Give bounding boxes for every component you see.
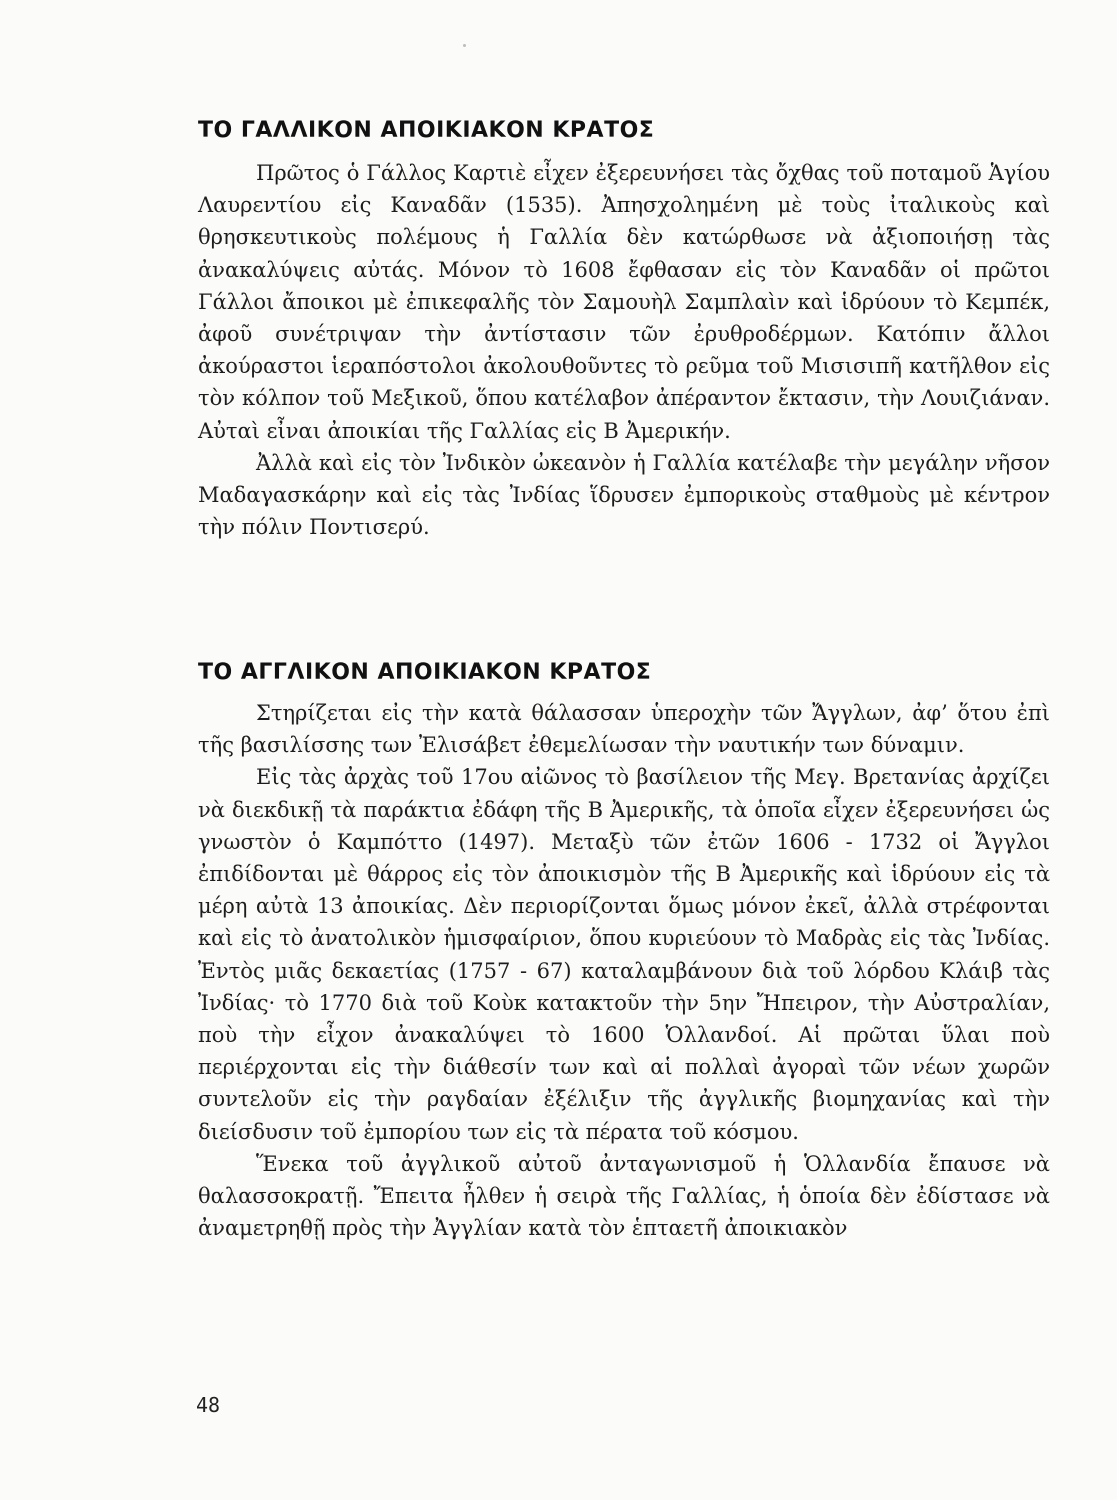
section-heading: ΤΟ ΑΓΓΛΙΚΟΝ ΑΠΟΙΚΙΑΚΟΝ ΚΡΑΤΟΣ: [198, 660, 652, 685]
paragraph: Πρῶτος ὁ Γάλλος Καρτιὲ εἶχεν ἐξερευνήσει τὰς ὄχθας τοῦ ποταμοῦ Ἁγίου Λαυρεντίου εἰς Καναδᾶν (1535). Ἀπησχολημένη μὲ τοὺς ἰταλικοὺς καὶ θρησκευτικοὺς πολέμους ἡ Γαλλία δὲν κατώρθωσε νὰ ἀξιοποιήσῃ τὰς ἀνακαλύψεις αὐτάς. Μόνον τὸ 1608 ἔφθασαν εἰς τὸν Καναδᾶν οἱ πρῶτοι Γάλλοι ἄποικοι μὲ ἐπικεφαλῆς τὸν Σαμουὴλ Σαμπλαὶν καὶ ἱδρύουν τὸ Κεμπέκ, ἀφοῦ συνέτριψαν τὴν ἀντίστασιν τῶν ἐρυθροδέρμων. Κατόπιν ἄλλοι ἀκούραστοι ἱεραπόστολοι ἀκολουθοῦντες τὸ ρεῦμα τοῦ Μισισιπῆ κατῆλθον εἰς τὸν κόλπον τοῦ Μεξικοῦ, ὅπου κατέλαβον ἀπέραντον ἔκτασιν, τὴν Λουιζιάναν. Αὐταὶ εἶναι ἀποικίαι τῆς Γαλλίας εἰς Β Ἀμερικήν.: [198, 161, 1050, 443]
section-heading: ΤΟ ΓΑΛΛΙΚΟΝ ΑΠΟΙΚΙΑΚΟΝ ΚΡΑΤΟΣ: [198, 118, 655, 143]
paragraph: Στηρίζεται εἰς τὴν κατὰ θάλασσαν ὑπεροχὴν τῶν Ἄγγλων, ἀφ’ ὅτου ἐπὶ τῆς βασιλίσσης των Ἐλισάβετ ἐθεμελίωσαν τὴν ναυτικήν των δύναμιν.: [198, 701, 1050, 758]
paragraph: Ἕνεκα τοῦ ἀγγλικοῦ αὐτοῦ ἀνταγωνισμοῦ ἡ Ὁλλανδία ἔπαυσε νὰ θαλασσοκρατῇ. Ἔπειτα ἦλθεν ἡ σειρὰ τῆς Γαλλίας, ἡ ὁποία δὲν ἐδίστασε νὰ ἀναμετρηθῇ πρὸς τὴν Ἀγγλίαν κατὰ τὸν ἑπταετῆ ἀποικιακὸν: [198, 1151, 1050, 1241]
page-number: 48: [196, 1393, 221, 1417]
section-english-colonial-state: [198, 655, 1050, 1244]
paragraph: Εἰς τὰς ἀρχὰς τοῦ 17ου αἰῶνος τὸ βασίλειον τῆς Μεγ. Βρετανίας ἀρχίζει νὰ διεκδικῇ τὰ παράκτια ἐδάφη τῆς Β Ἀμερικῆς, τὰ ὁποῖα εἶχεν ἐξερευνήσει ὡς γνωστὸν ὁ Καμπόττο (1497). Μεταξὺ τῶν ἐτῶν 1606 - 1732 οἱ Ἄγγλοι ἐπιδίδονται μὲ θάρρος εἰς τὸν ἀποικισμὸν τῆς Β Ἀμερικῆς καὶ ἱδρύουν εἰς τὰ μέρη αὐτὰ 13 ἀποικίας. Δὲν περιορίζονται ὅμως μόνον ἐκεῖ, ἀλλὰ στρέφονται καὶ εἰς τὸ ἀνατολικὸν ἡμισφαίριον, ὅπου κυριεύουν τὸ Μαδρὰς εἰς τὰς Ἰνδίας. Ἐντὸς μιᾶς δεκαετίας (1757 - 67) καταλαμβάνουν διὰ τοῦ λόρδου Κλάιβ τὰς Ἰνδίας· τὸ 1770 διὰ τοῦ Κοὺκ κατακτοῦν τὴν 5ην Ἤπειρον, τὴν Αὐστραλίαν, ποὺ τὴν εἶχον ἀνακαλύψει τὸ 1600 Ὁλλανδοί. Αἱ πρῶται ὕλαι ποὺ περιέρχονται εἰς τὴν διάθεσίν των καὶ αἱ πολλαὶ ἀγοραὶ τῶν νέων χωρῶν συντελοῦν εἰς τὴν ραγδαίαν ἐξέλιξιν τῆς ἀγγλικῆς βιομηχανίας καὶ τὴν διείσδυσιν τοῦ ἐμπορίου των εἰς τὰ πέρατα τοῦ κόσμου.: [198, 765, 1050, 1144]
paragraph: Ἀλλὰ καὶ εἰς τὸν Ἰνδικὸν ὠκεανὸν ἡ Γαλλία κατέλαβε τὴν μεγάλην νῆσον Μαδαγασκάρην καὶ εἰς τὰς Ἰνδίας ἵδρυσεν ἐμπορικοὺς σταθμοὺς μὲ κέντρον τὴν πόλιν Ποντισερύ.: [198, 450, 1050, 540]
paper-speck: [463, 44, 466, 47]
section-french-colonial-state: [198, 113, 1050, 543]
